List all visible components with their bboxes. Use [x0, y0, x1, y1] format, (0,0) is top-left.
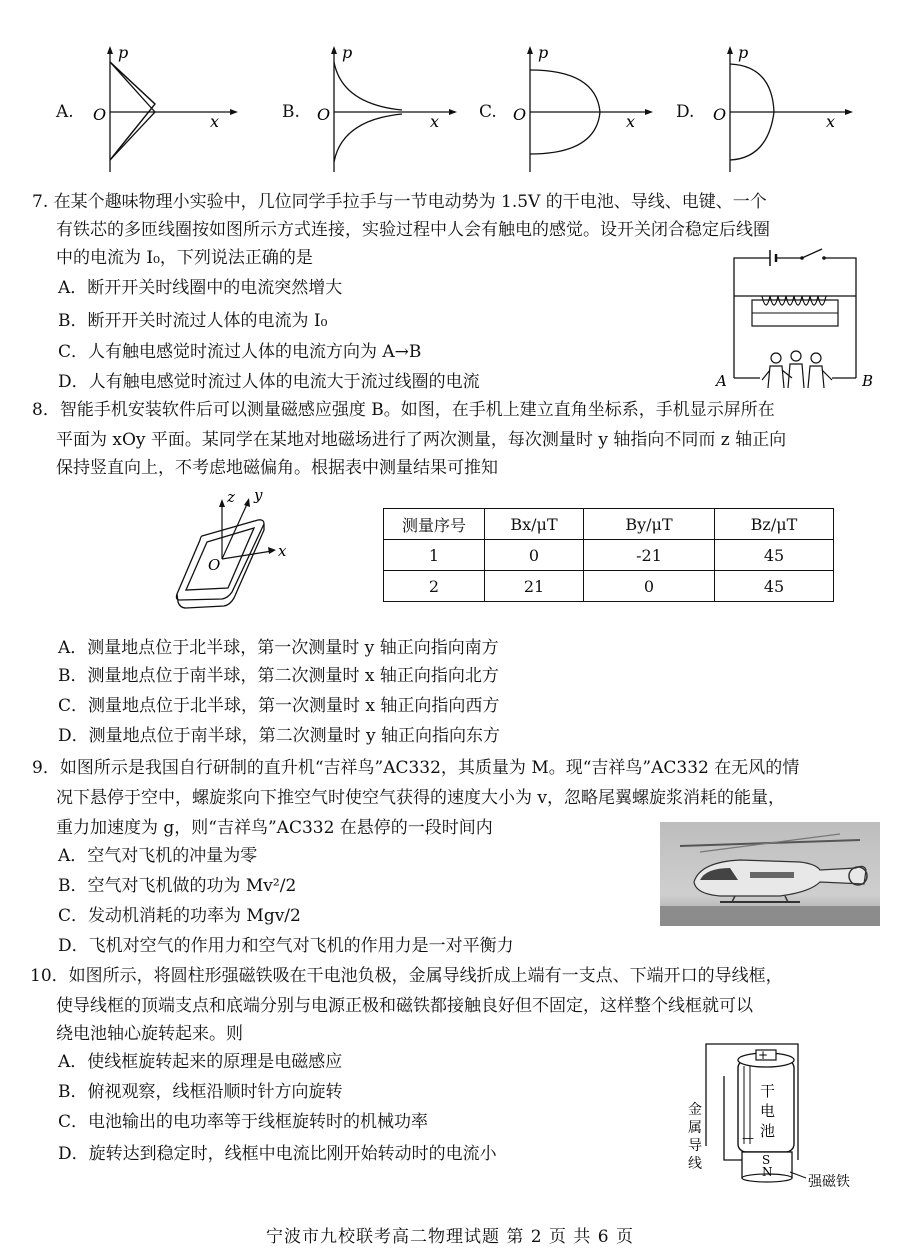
table-row: [384, 571, 834, 602]
battery-motor-figure: [680, 1036, 880, 1196]
q7-option-b: B．断开开关时流过人体的电流为 I₀: [58, 311, 328, 331]
option-a-label: A.: [56, 102, 74, 122]
origin-label: O: [208, 556, 221, 574]
table-cell: -21: [584, 540, 715, 571]
table-cell: 2: [384, 571, 485, 602]
point-a-label: A: [716, 372, 727, 390]
q8-option-c: C．测量地点位于北半球，第一次测量时 x 轴正向指向西方: [58, 696, 500, 716]
q7-line-3: 中的电流为 I₀，下列说法正确的是: [56, 248, 313, 268]
q9-option-d: D．飞机对空气的作用力和空气对飞机的作用力是一对平衡力: [58, 936, 514, 956]
battery-char-3: 池: [760, 1122, 776, 1140]
magnet-label: 强磁铁: [808, 1174, 850, 1190]
table-header: Bz/μT: [715, 509, 834, 540]
svg-text:x: x: [430, 112, 440, 131]
q8-line-2: 平面为 xOy 平面。某同学在某地对地磁场进行了两次测量，每次测量时 y 轴指向不同而 z 轴正向: [56, 430, 787, 450]
graph-d: [708, 42, 858, 177]
table-header: 测量序号: [384, 509, 485, 540]
graph-a: [88, 42, 248, 177]
q10-line-3: 绕电池轴心旋转起来。则: [56, 1024, 243, 1044]
magnet-n-label: N: [762, 1165, 773, 1179]
option-b-label: B.: [282, 102, 300, 122]
origin-label: O: [93, 105, 107, 124]
table-cell: 45: [715, 540, 834, 571]
q7-option-a: A．断开开关时线圈中的电流突然增大: [58, 278, 343, 298]
q8-line-3: 保持竖直向上，不考虑地磁偏角。根据表中测量结果可推知: [56, 458, 498, 478]
svg-text:O: O: [317, 105, 331, 124]
q10-option-b: B．俯视观察，线框沿顺时针方向旋转: [58, 1082, 343, 1102]
q9-option-c: C．发动机消耗的功率为 Mgv/2: [58, 906, 301, 926]
q9-line-3: 重力加速度为 g，则“吉祥鸟”AC332 在悬停的一段时间内: [56, 818, 493, 838]
q10-option-a: A．使线框旋转起来的原理是电磁感应: [58, 1052, 343, 1072]
q7-line-1: 7. 在某个趣味物理小实验中，几位同学手拉手与一节电动势为 1.5V 的干电池、导线、电键、一个: [32, 192, 767, 212]
phone-axes-figure: [172, 484, 302, 612]
q8-option-b: B．测量地点位于南半球，第二次测量时 x 轴正向指向北方: [58, 666, 499, 686]
plus-sign: +: [758, 1048, 769, 1062]
q7-circuit-figure: [710, 246, 880, 394]
q10-line-2: 使导线框的顶端支点和底端分别与电源正极和磁铁都接触良好但不固定，这样整个线框就可以: [56, 996, 753, 1016]
wire-char-2: 属: [688, 1120, 702, 1136]
svg-text:x: x: [626, 112, 636, 131]
wire-char-1: 金: [688, 1102, 702, 1118]
graph-b: [312, 42, 462, 177]
q10-option-d: D．旋转达到稳定时，线框中电流比刚开始转动时的电流小: [58, 1144, 497, 1164]
table-header: By/μT: [584, 509, 715, 540]
q8-option-a: A．测量地点位于北半球，第一次测量时 y 轴正向指向南方: [58, 638, 499, 658]
q7-option-c: C．人有触电感觉时流过人体的电流方向为 A→B: [58, 342, 422, 362]
magnet-s-label: S: [762, 1153, 771, 1167]
svg-text:x: x: [826, 112, 836, 131]
graph-c: [508, 42, 658, 177]
svg-text:O: O: [513, 105, 527, 124]
q7-option-d: D．人有触电感觉时流过人体的电流大于流过线圈的电流: [58, 372, 480, 392]
svg-text:p: p: [342, 43, 353, 62]
table-header-row: [384, 509, 834, 540]
battery-char-1: 干: [760, 1082, 776, 1100]
table-cell: 0: [485, 540, 584, 571]
page-footer: 宁波市九校联考高二物理试题 第 2 页 共 6 页: [265, 1227, 635, 1247]
svg-text:p: p: [738, 43, 749, 62]
option-d-label: D.: [676, 102, 695, 122]
table-row: [384, 540, 834, 571]
battery-char-2: 电: [760, 1102, 776, 1120]
measurement-table: [383, 508, 834, 602]
q7-line-2: 有铁芯的多匝线圈按如图所示方式连接，实验过程中人会有触电的感觉。设开关闭合稳定后线圈: [56, 220, 770, 240]
q10-option-c: C．电池输出的电功率等于线框旋转时的机械功率: [58, 1112, 429, 1132]
table-cell: 0: [584, 571, 715, 602]
table-header: Bx/μT: [485, 509, 584, 540]
option-c-label: C.: [479, 102, 497, 122]
q9-option-a: A．空气对飞机的冲量为零: [58, 846, 258, 866]
q9-line-2: 况下悬停于空中，螺旋浆向下推空气时使空气获得的速度大小为 v，忽略尾翼螺旋浆消耗的能量，: [56, 788, 786, 808]
helicopter-photo: [660, 822, 880, 926]
table-cell: 45: [715, 571, 834, 602]
q8-option-d: D．测量地点位于南半球，第二次测量时 y 轴正向指向东方: [58, 726, 501, 746]
z-axis-label: z: [227, 488, 235, 506]
wire-char-3: 导: [688, 1138, 702, 1154]
y-axis-label: y: [254, 486, 263, 504]
wire-char-4: 线: [688, 1156, 702, 1172]
table-cell: 1: [384, 540, 485, 571]
point-b-label: B: [862, 372, 874, 390]
q10-line-1: 10．如图所示，将圆柱形强磁铁吸在干电池负极，金属导线折成上端有一支点、下端开口的导线框，: [30, 966, 783, 986]
table-cell: 21: [485, 571, 584, 602]
q9-line-1: 9．如图所示是我国自行研制的直升机“吉祥鸟”AC332，其质量为 M。现“吉祥鸟”AC332 在无风的情: [32, 758, 800, 778]
x-axis-label: x: [210, 112, 220, 131]
q9-option-b: B．空气对飞机做的功为 Mv²/2: [58, 876, 297, 896]
q8-line-1: 8．智能手机安装软件后可以测量磁感应强度 B。如图，在手机上建立直角坐标系，手机显示屏所在: [32, 400, 775, 420]
svg-text:O: O: [713, 105, 727, 124]
p-axis-label: p: [118, 43, 129, 62]
svg-text:p: p: [538, 43, 549, 62]
x-axis-label: x: [278, 542, 287, 560]
minus-sign: —: [742, 1131, 754, 1145]
